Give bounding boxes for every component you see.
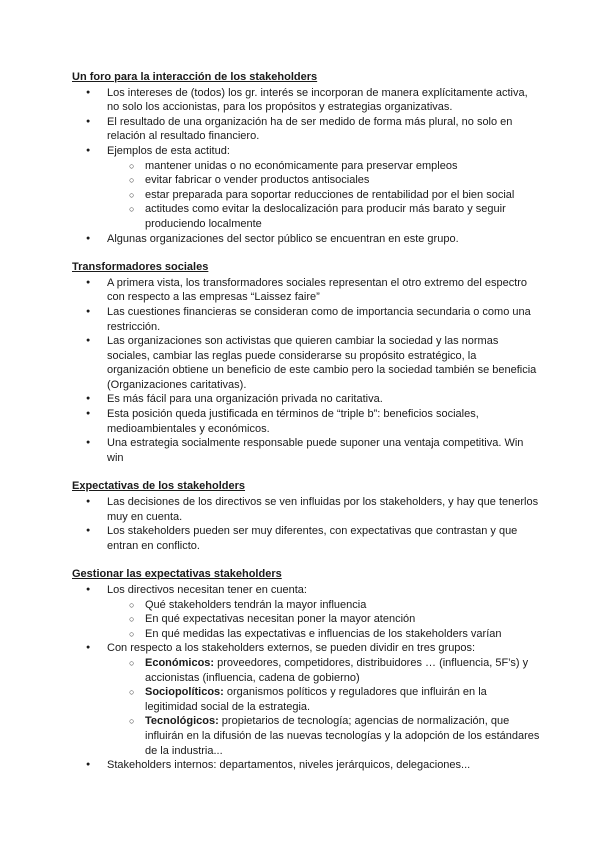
list-item [72, 641, 540, 758]
list-item: ● Una estrategia socialmente responsable puede suponer una ventaja competitiva. Win win [72, 436, 540, 465]
list-item: ● Stakeholders internos: departamentos, niveles jerárquicos, delegaciones... [72, 758, 540, 773]
list-item [72, 144, 540, 232]
bullet-list [72, 495, 540, 553]
list-item: ● Algunas organizaciones del sector público se encuentran en este grupo. [72, 232, 540, 247]
section-heading: Un foro para la interacción de los stakeholders [72, 71, 318, 83]
sub-list-item: ○ mantener unidas o no económicamente para preservar empleos [107, 159, 540, 174]
list-item: ● Los stakeholders pueden ser muy diferentes, con expectativas que contrastan y que entran en conflicto. [72, 524, 540, 553]
group-label: Económicos: [145, 656, 215, 669]
sub-list-item [107, 685, 540, 714]
list-item: ● Es más fácil para una organización privada no caritativa. [72, 392, 540, 407]
list-item-text: Los directivos necesitan tener en cuenta: [107, 584, 307, 596]
section-heading: Gestionar las expectativas stakeholders [72, 568, 282, 581]
sub-list-item: ○ actitudes como evitar la deslocalización para producir más barato y seguir produciendo localmente [107, 202, 540, 231]
list-item: ● Las decisiones de los directivos se ven influidas por los stakeholders, y hay que tenerlos muy en cuenta. [72, 495, 540, 524]
group-text: organismos políticos y reguladores que influirán en la legitimidad social de la estrategia. [145, 686, 487, 713]
section-foro [72, 70, 540, 246]
sub-list-item: ○ En qué expectativas necesitan poner la mayor atención [107, 612, 540, 627]
list-item: ● Las organizaciones son activistas que quieren cambiar la sociedad y las normas sociales, cambiar las reglas puede considerarse su propósito estratégico, la organización obtiene un beneficio de este cambio pero la sociedad también se beneficia (Organizaciones caritativas). [72, 334, 540, 392]
sub-bullet-list [107, 159, 540, 232]
list-item-text: Ejemplos de esta actitud: [107, 144, 230, 157]
list-item: ● El resultado de una organización ha de ser medido de forma más plural, no solo en relación al resultado financiero. [72, 115, 540, 144]
list-item: ● A primera vista, los transformadores sociales representan el otro extremo del espectro con respecto a las empresas “Laissez faire” [72, 276, 540, 305]
list-item: ● Las cuestiones financieras se consideran como de importancia secundaria o como una restricción. [72, 305, 540, 334]
bullet-list [72, 276, 540, 466]
sub-bullet-list [107, 598, 540, 642]
sub-list-item [107, 656, 540, 685]
sub-list-item [107, 714, 540, 758]
list-item [72, 583, 540, 641]
bullet-list [72, 86, 540, 247]
list-item: ● Esta posición queda justificada en términos de “triple b”: beneficios sociales, medioambientales y económicos. [72, 407, 540, 436]
sub-list-item: ○ En qué medidas las expectativas e influencias de los stakeholders varían [107, 627, 540, 642]
group-text: proveedores, competidores, distribuidores … (influencia, 5F’s) y accionistas (influencia, cadena de gobierno) [145, 656, 529, 684]
section-heading: Transformadores sociales [72, 261, 209, 274]
group-text: propietarios de tecnología; agencias de normalización, que influirán en la difusión de las nuevas tecnologías y la adopción de los estándares de la industria... [145, 715, 540, 757]
sub-list-item: ○ estar preparada para soportar reducciones de rentabilidad por el bien social [107, 188, 540, 203]
list-item-text: Con respecto a los stakeholders externos, se pueden dividir en tres grupos: [107, 642, 476, 655]
section-heading: Expectativas de los stakeholders [72, 480, 246, 493]
group-label: Sociopolíticos: [145, 686, 224, 699]
sub-list-item: ○ Qué stakeholders tendrán la mayor influencia [107, 598, 540, 613]
list-item: ● Los intereses de (todos) los gr. interés se incorporan de manera explícitamente activa, no solo los accionistas, para los propósitos y estrategias organizativas. [72, 86, 540, 115]
sub-bullet-list [107, 656, 540, 758]
section-gestionar [72, 567, 540, 772]
section-transformadores [72, 260, 540, 465]
sub-list-item: ○ evitar fabricar o vender productos antisociales [107, 173, 540, 188]
bullet-list [72, 583, 540, 773]
section-expectativas [72, 479, 540, 553]
group-label: Tecnológicos: [145, 715, 219, 728]
